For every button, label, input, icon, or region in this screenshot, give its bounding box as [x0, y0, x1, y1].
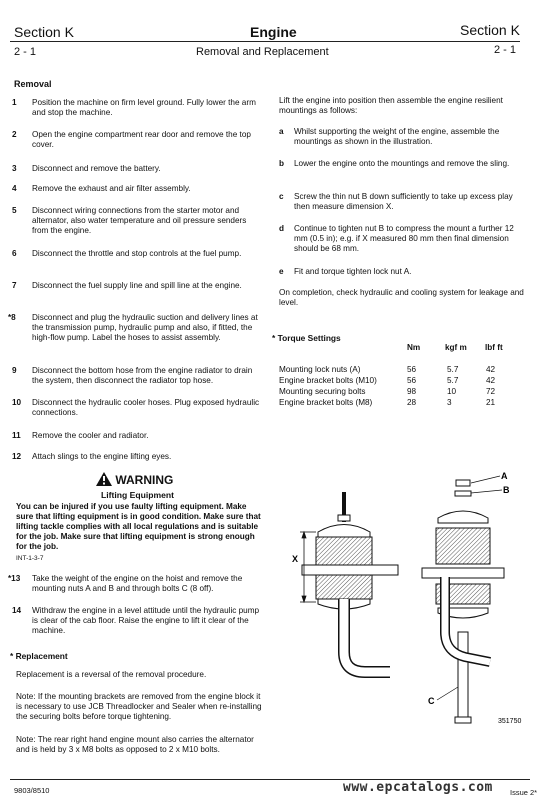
torque-nm: 56	[407, 376, 417, 385]
replacement-note: Note: The rear right hand engine mount also carries the alternator and is held by 3 x M8 bolts as opposed to 2 x M10 bolts.	[16, 735, 254, 754]
header-rule	[10, 41, 520, 42]
step-number: 1	[12, 98, 17, 107]
torque-lbf: 72	[486, 387, 496, 396]
watermark: www.epcatalogs.com	[343, 780, 493, 795]
torque-col-kgf: kgf m	[445, 343, 467, 352]
replacement-note: Note: If the mounting brackets are removed from the engine block it is necessary to use JCB Threadlocker and Sealer when re-installing the securing bolts before torque tightening.	[16, 692, 262, 721]
step-text: Disconnect and remove the battery.	[32, 164, 161, 173]
step-text: Take the weight of the engine on the hoist and remove the mounting nuts A and B and through bolts C (8 off).	[32, 574, 243, 593]
step-text: Disconnect and plug the hydraulic suction and delivery lines at the transmission pump, hydraulic pump and also, if fitted, the high-flow pump. Label the hoses to assist assembly.	[32, 313, 258, 342]
exploded-mount	[422, 480, 504, 723]
step-number: 3	[12, 164, 17, 173]
step-number: 11	[12, 431, 21, 440]
step-text: Disconnect the throttle and stop controls at the fuel pump.	[32, 249, 242, 258]
step-text: Fit and torque tighten lock nut A.	[294, 267, 412, 276]
torque-item: Mounting lock nuts (A)	[279, 365, 361, 374]
torque-kgf: 10	[447, 387, 457, 396]
warning-heading	[96, 472, 173, 487]
torque-nm: 98	[407, 387, 417, 396]
replacement-heading: * Replacement	[10, 651, 68, 661]
step-text: Remove the cooler and radiator.	[32, 431, 149, 440]
step-text: Attach slings to the engine lifting eyes.	[32, 452, 172, 461]
step-letter: a	[279, 127, 284, 136]
step-number: *8	[8, 313, 16, 322]
torque-nm: 56	[407, 365, 417, 374]
label-b: B	[503, 485, 510, 495]
step-text: Disconnect the fuel supply line and spill line at the engine.	[32, 281, 242, 290]
step-text: Remove the exhaust and air filter assembly.	[32, 184, 191, 193]
engine-mount-diagram	[280, 462, 530, 752]
section-label-right: Section K	[460, 22, 520, 38]
page-subtitle: Removal and Replacement	[196, 46, 329, 58]
warning-code: INT-1-3-7	[16, 555, 44, 562]
removal-heading: Removal	[14, 79, 52, 89]
torque-heading: * Torque Settings	[272, 333, 341, 343]
torque-lbf: 21	[486, 398, 496, 407]
step-letter: d	[279, 224, 285, 233]
step-text: Open the engine compartment rear door and remove the top cover.	[32, 130, 251, 149]
page-number-left: 2 - 1	[14, 46, 37, 58]
assembly-intro: Lift the engine into position then assemble the engine resilient mountings as follows:	[279, 96, 503, 115]
page-number-right: 2 - 1	[494, 44, 517, 56]
step-text: Withdraw the engine in a level attitude until the hydraulic pump is clear of the cab floor. Raise the engine to lift it clear of the machine.	[32, 606, 260, 635]
torque-kgf: 5.7	[447, 376, 459, 385]
torque-kgf: 5.7	[447, 365, 459, 374]
assembled-mount	[302, 492, 398, 672]
page-title: Engine	[250, 24, 297, 40]
step-text: Continue to tighten nut B to compress the mount a further 12 mm (0.5 in); e.g. if X measured 80 mm then final dimension should be 68 mm.	[294, 224, 514, 253]
step-number: 14	[12, 606, 22, 615]
step-letter: b	[279, 159, 285, 168]
step-text: Lower the engine onto the mountings and remove the sling.	[294, 159, 510, 168]
step-number: 2	[12, 130, 17, 139]
step-number: 6	[12, 249, 17, 258]
replacement-text: Replacement is a reversal of the removal procedure.	[16, 670, 207, 679]
step-number: 4	[12, 184, 17, 193]
label-a: A	[501, 471, 508, 481]
step-number: 10	[12, 398, 22, 407]
step-letter: c	[279, 192, 284, 201]
footer-issue: Issue 2*	[510, 788, 538, 797]
torque-col-lbf: lbf ft	[485, 343, 503, 352]
torque-kgf: 3	[447, 398, 452, 407]
step-number: 12	[12, 452, 22, 461]
step-number: 7	[12, 281, 17, 290]
step-number: *13	[8, 574, 21, 583]
section-label-left: Section K	[14, 24, 74, 40]
diagram-ref: 351750	[498, 718, 522, 725]
warning-title: WARNING	[115, 473, 174, 487]
torque-nm: 28	[407, 398, 417, 407]
step-text: Whilst supporting the weight of the engine, assemble the mountings as shown in the illustration.	[294, 127, 500, 146]
torque-item: Mounting securing bolts	[279, 387, 366, 396]
step-number: 5	[12, 206, 17, 215]
torque-item: Engine bracket bolts (M8)	[279, 398, 373, 407]
step-text: Position the machine on firm level ground. Fully lower the arm and stop the machine.	[32, 98, 256, 117]
torque-col-nm: Nm	[407, 343, 421, 352]
step-text: Screw the thin nut B down sufficiently to take up excess play then measure dimension X.	[294, 192, 513, 211]
label-c: C	[428, 696, 435, 706]
warning-subtitle: Lifting Equipment	[101, 490, 175, 500]
step-text: Disconnect the hydraulic cooler hoses. Plug exposed hydraulic connections.	[32, 398, 260, 417]
step-number: 9	[12, 366, 17, 375]
footer-code: 9803/8510	[14, 786, 50, 795]
warning-body: You can be injured if you use faulty lifting equipment. Make sure that lifting equipment is in good condition. Make sure that lifting tackle complies with all local regulations and is suitable for the job. Make sure that lifting equipment is strong enough for the job.	[16, 502, 261, 551]
completion-text: On completion, check hydraulic and cooling system for leakage and level.	[279, 288, 524, 307]
step-letter: e	[279, 267, 284, 276]
step-text: Disconnect wiring connections from the starter motor and alternator, also water temperature and oil pressure senders from the engine.	[32, 206, 247, 235]
label-x: X	[292, 554, 299, 564]
torque-item: Engine bracket bolts (M10)	[279, 376, 377, 385]
warning-triangle-icon	[96, 472, 112, 486]
step-text: Disconnect the bottom hose from the engine radiator to drain the system, then disconnect the radiator top hose.	[32, 366, 253, 385]
torque-lbf: 42	[486, 365, 496, 374]
torque-lbf: 42	[486, 376, 496, 385]
